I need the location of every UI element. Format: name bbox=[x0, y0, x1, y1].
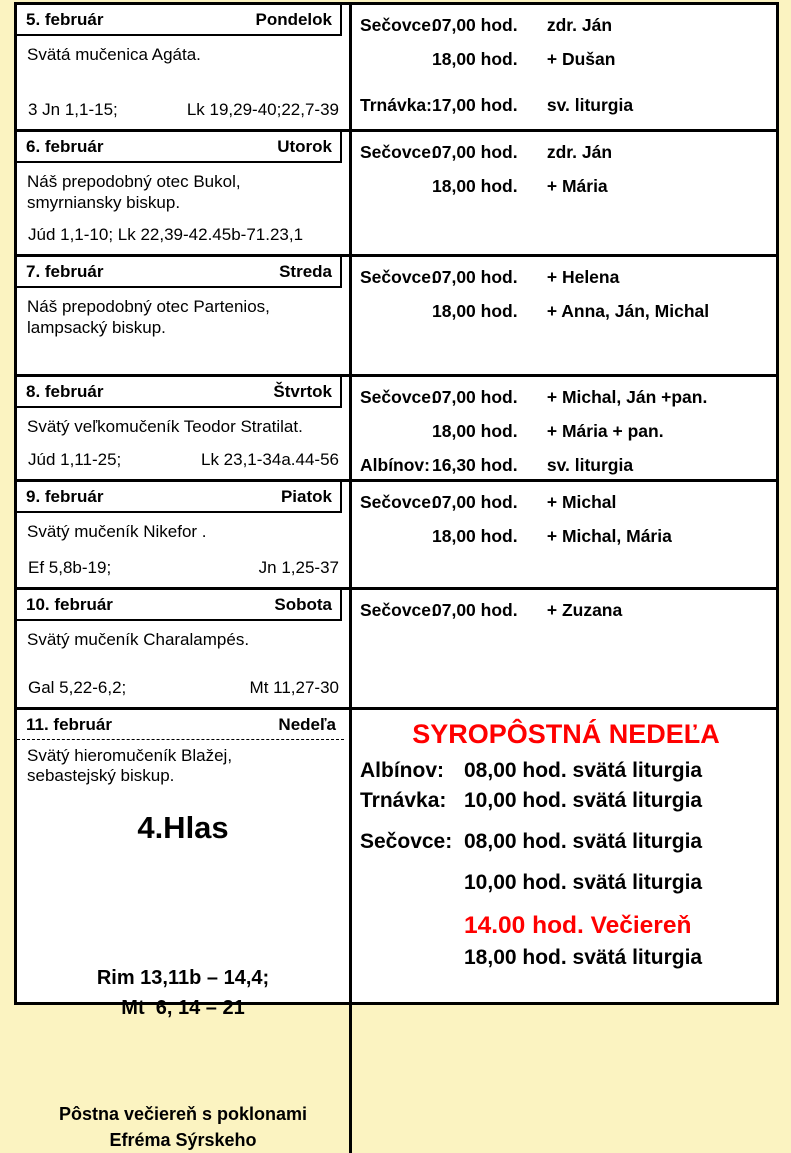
service-line bbox=[360, 88, 772, 122]
service-time-and-intention bbox=[464, 827, 772, 857]
service-location bbox=[360, 42, 432, 76]
service-location bbox=[360, 943, 464, 973]
services-list bbox=[360, 593, 772, 627]
service-line bbox=[360, 756, 772, 786]
service-time-and-intention bbox=[464, 909, 772, 943]
day-weekday: Streda bbox=[279, 262, 332, 281]
description-line: Svätý veľkomučeník Teodor Stratilat. bbox=[27, 417, 303, 436]
service-time-and-intention bbox=[464, 868, 772, 898]
service-location: Trnávka: bbox=[360, 95, 432, 115]
reading-epistle: Ef 5,8b-19; bbox=[28, 558, 112, 577]
services-list bbox=[360, 260, 772, 328]
service-line bbox=[360, 414, 772, 448]
day-cell-right-sunday bbox=[352, 710, 776, 1153]
reading-gospel: Jn 1,25-37 bbox=[258, 558, 339, 577]
service-time: 18,00 hod. bbox=[432, 49, 518, 69]
day-description bbox=[17, 163, 349, 213]
service-intention: + Mária bbox=[542, 176, 608, 196]
description-line: Náš prepodobný otec Bukol, bbox=[27, 172, 241, 191]
liturgical-schedule-table bbox=[14, 2, 779, 1150]
service-intention: svätá liturgia bbox=[566, 759, 703, 782]
service-location: Sečovce: bbox=[360, 492, 437, 512]
day-date: 11. február bbox=[26, 715, 112, 734]
service-intention: + Helena bbox=[542, 267, 620, 287]
service-line bbox=[360, 909, 772, 943]
service-intention: zdr. Ján bbox=[542, 142, 613, 162]
readings bbox=[17, 450, 349, 479]
sunday-title: SYROPÔSTNÁ NEDEĽA bbox=[412, 719, 720, 749]
service-intention: svätá liturgia bbox=[566, 946, 703, 969]
service-time-and-intention bbox=[464, 756, 772, 786]
vespers-line: Efréma Sýrskeho bbox=[109, 1130, 257, 1150]
day-weekday: Utorok bbox=[277, 137, 332, 156]
day-date: 8. február bbox=[26, 382, 104, 401]
reading-epistle: Gal 5,22-6,2; bbox=[28, 678, 127, 697]
day-cell-left-sunday bbox=[17, 710, 352, 1153]
day-cell-right-monday bbox=[352, 5, 776, 132]
service-time: 18,00 hod. bbox=[464, 946, 567, 969]
service-time-and-intention bbox=[464, 786, 772, 816]
day-date: 7. február bbox=[26, 262, 104, 281]
service-time: 08,00 hod. bbox=[464, 759, 567, 782]
service-line bbox=[360, 519, 772, 553]
service-line bbox=[360, 380, 772, 414]
day-header bbox=[17, 482, 342, 513]
services-list bbox=[360, 8, 772, 122]
day-description bbox=[17, 513, 349, 542]
day-cell-right-wednesday bbox=[352, 257, 776, 377]
service-time: 07,00 hod. bbox=[432, 267, 518, 287]
day-cell-left-thursday bbox=[17, 377, 352, 482]
services-list bbox=[360, 380, 772, 482]
service-line bbox=[360, 593, 772, 627]
day-weekday: Piatok bbox=[280, 487, 332, 506]
day-description bbox=[17, 408, 349, 437]
day-cell-left-saturday bbox=[17, 590, 352, 710]
vespers-line: Pôstna večiereň s poklonami bbox=[58, 1104, 308, 1124]
service-line bbox=[360, 448, 772, 482]
service-location: Sečovce: bbox=[360, 15, 437, 35]
day-weekday: Nedeľa bbox=[278, 715, 336, 734]
service-location bbox=[360, 169, 432, 203]
service-time: 08,00 hod. bbox=[464, 830, 567, 853]
day-date: 10. február bbox=[26, 595, 113, 614]
service-location bbox=[360, 519, 432, 553]
service-intention: + Mária + pan. bbox=[542, 421, 664, 441]
service-time: 18,00 hod. bbox=[432, 526, 518, 546]
service-time: 07,00 hod. bbox=[432, 600, 518, 620]
service-intention: svätá liturgia bbox=[566, 830, 703, 853]
reading-line: Rim 13,11b – 14,4; bbox=[96, 967, 270, 989]
service-line bbox=[360, 169, 772, 203]
service-line bbox=[360, 868, 772, 898]
service-location bbox=[360, 909, 464, 943]
service-line bbox=[360, 135, 772, 169]
service-location: Sečovce: bbox=[360, 142, 437, 162]
day-description bbox=[17, 621, 349, 650]
reading-gospel: Lk 23,1-34a.44-56 bbox=[201, 450, 339, 469]
description-line: Svätý mučeník Nikefor . bbox=[27, 522, 207, 541]
service-line bbox=[360, 485, 772, 519]
description-line: Náš prepodobný otec Partenios, bbox=[27, 297, 270, 316]
service-location: Sečovce: bbox=[360, 387, 437, 407]
day-cell-right-tuesday bbox=[352, 132, 776, 257]
reading-epistle: Júd 1,11-25; bbox=[28, 450, 122, 469]
service-time: 07,00 hod. bbox=[432, 142, 518, 162]
sunday-readings bbox=[17, 873, 349, 1023]
day-description bbox=[17, 288, 349, 338]
service-intention: Večiereň bbox=[583, 912, 692, 939]
day-header bbox=[17, 590, 342, 621]
service-time: 18,00 hod. bbox=[432, 301, 518, 321]
service-intention: zdr. Ján bbox=[542, 15, 613, 35]
day-weekday: Pondelok bbox=[255, 10, 332, 29]
day-weekday: Štvrtok bbox=[273, 382, 332, 401]
reading-gospel: Mt 11,27-30 bbox=[249, 678, 339, 697]
service-line bbox=[360, 42, 772, 76]
description-line: Svätá mučenica Agáta. bbox=[27, 45, 201, 64]
service-intention: + Michal, Mária bbox=[542, 526, 672, 546]
service-time: 18,00 hod. bbox=[432, 421, 518, 441]
day-cell-right-friday bbox=[352, 482, 776, 590]
day-cell-left-friday bbox=[17, 482, 352, 590]
service-time: 17,00 hod. bbox=[432, 95, 518, 115]
description-line: smyrniansky biskup. bbox=[27, 193, 181, 212]
tone-label: 4.Hlas bbox=[137, 810, 229, 845]
service-location: Albínov: bbox=[360, 759, 444, 782]
service-intention: + Dušan bbox=[542, 49, 616, 69]
service-time: 07,00 hod. bbox=[432, 492, 518, 512]
day-date: 9. február bbox=[26, 487, 104, 506]
service-location: Sečovce: bbox=[360, 830, 453, 853]
service-line bbox=[360, 8, 772, 42]
service-intention: + Zuzana bbox=[542, 600, 623, 620]
service-time: 10,00 hod. bbox=[464, 871, 567, 894]
service-intention: + Anna, Ján, Michal bbox=[542, 301, 710, 321]
service-location bbox=[360, 294, 432, 328]
service-line bbox=[360, 943, 772, 973]
services-list bbox=[360, 135, 772, 203]
day-description bbox=[17, 36, 349, 65]
vespers-note bbox=[17, 1023, 349, 1153]
service-line bbox=[360, 260, 772, 294]
day-header bbox=[17, 377, 342, 408]
service-time: 18,00 hod. bbox=[432, 176, 518, 196]
reading-epistle: Júd 1,1-10; Lk 22,39-42.45b-71.23,1 bbox=[28, 225, 304, 244]
description-line: sebastejský biskup. bbox=[27, 766, 175, 785]
day-date: 5. február bbox=[26, 10, 104, 29]
service-intention: sv. liturgia bbox=[542, 455, 634, 475]
description-line: lampsacký biskup. bbox=[27, 318, 166, 337]
service-intention: + Michal bbox=[542, 492, 617, 512]
day-header bbox=[17, 257, 342, 288]
day-header bbox=[17, 132, 342, 163]
day-weekday: Sobota bbox=[274, 595, 332, 614]
reading-gospel: Lk 19,29-40;22,7-39 bbox=[186, 100, 339, 119]
service-line bbox=[360, 294, 772, 328]
service-intention: svätá liturgia bbox=[566, 871, 703, 894]
day-date: 6. február bbox=[26, 137, 104, 156]
day-cell-left-tuesday bbox=[17, 132, 352, 257]
reading-epistle: 3 Jn 1,1-15; bbox=[28, 100, 118, 119]
day-header bbox=[17, 5, 342, 36]
service-time: 14.00 hod. bbox=[464, 912, 584, 939]
service-location: Sečovce: bbox=[360, 267, 437, 287]
day-cell-left-wednesday bbox=[17, 257, 352, 377]
service-time-and-intention bbox=[464, 943, 772, 973]
day-cell-left-monday bbox=[17, 5, 352, 132]
readings bbox=[17, 678, 349, 707]
readings bbox=[17, 558, 349, 587]
service-line bbox=[360, 827, 772, 857]
reading-line: Mt 6, 14 – 21 bbox=[121, 997, 245, 1019]
service-time: 07,00 hod. bbox=[432, 387, 518, 407]
service-location bbox=[360, 414, 432, 448]
readings bbox=[17, 365, 349, 374]
service-intention: + Michal, Ján +pan. bbox=[542, 387, 708, 407]
service-line bbox=[360, 786, 772, 816]
day-cell-right-saturday bbox=[352, 590, 776, 710]
service-time: 07,00 hod. bbox=[432, 15, 518, 35]
service-intention: sv. liturgia bbox=[542, 95, 634, 115]
sunday-services-list bbox=[360, 756, 772, 973]
services-list bbox=[360, 485, 772, 553]
readings bbox=[17, 100, 349, 129]
service-time: 10,00 hod. bbox=[464, 789, 567, 812]
day-cell-right-thursday bbox=[352, 377, 776, 482]
description-line: Svätý hieromučeník Blažej, bbox=[27, 746, 233, 765]
service-time: 16,30 hod. bbox=[432, 455, 518, 475]
day-header bbox=[17, 710, 344, 740]
service-location: Albínov: bbox=[360, 455, 430, 475]
day-description bbox=[17, 740, 349, 786]
service-intention: svätá liturgia bbox=[566, 789, 703, 812]
service-location bbox=[360, 868, 464, 898]
description-line: Svätý mučeník Charalampés. bbox=[27, 630, 250, 649]
readings bbox=[17, 225, 349, 254]
service-location: Trnávka: bbox=[360, 789, 447, 812]
service-location: Sečovce: bbox=[360, 600, 437, 620]
